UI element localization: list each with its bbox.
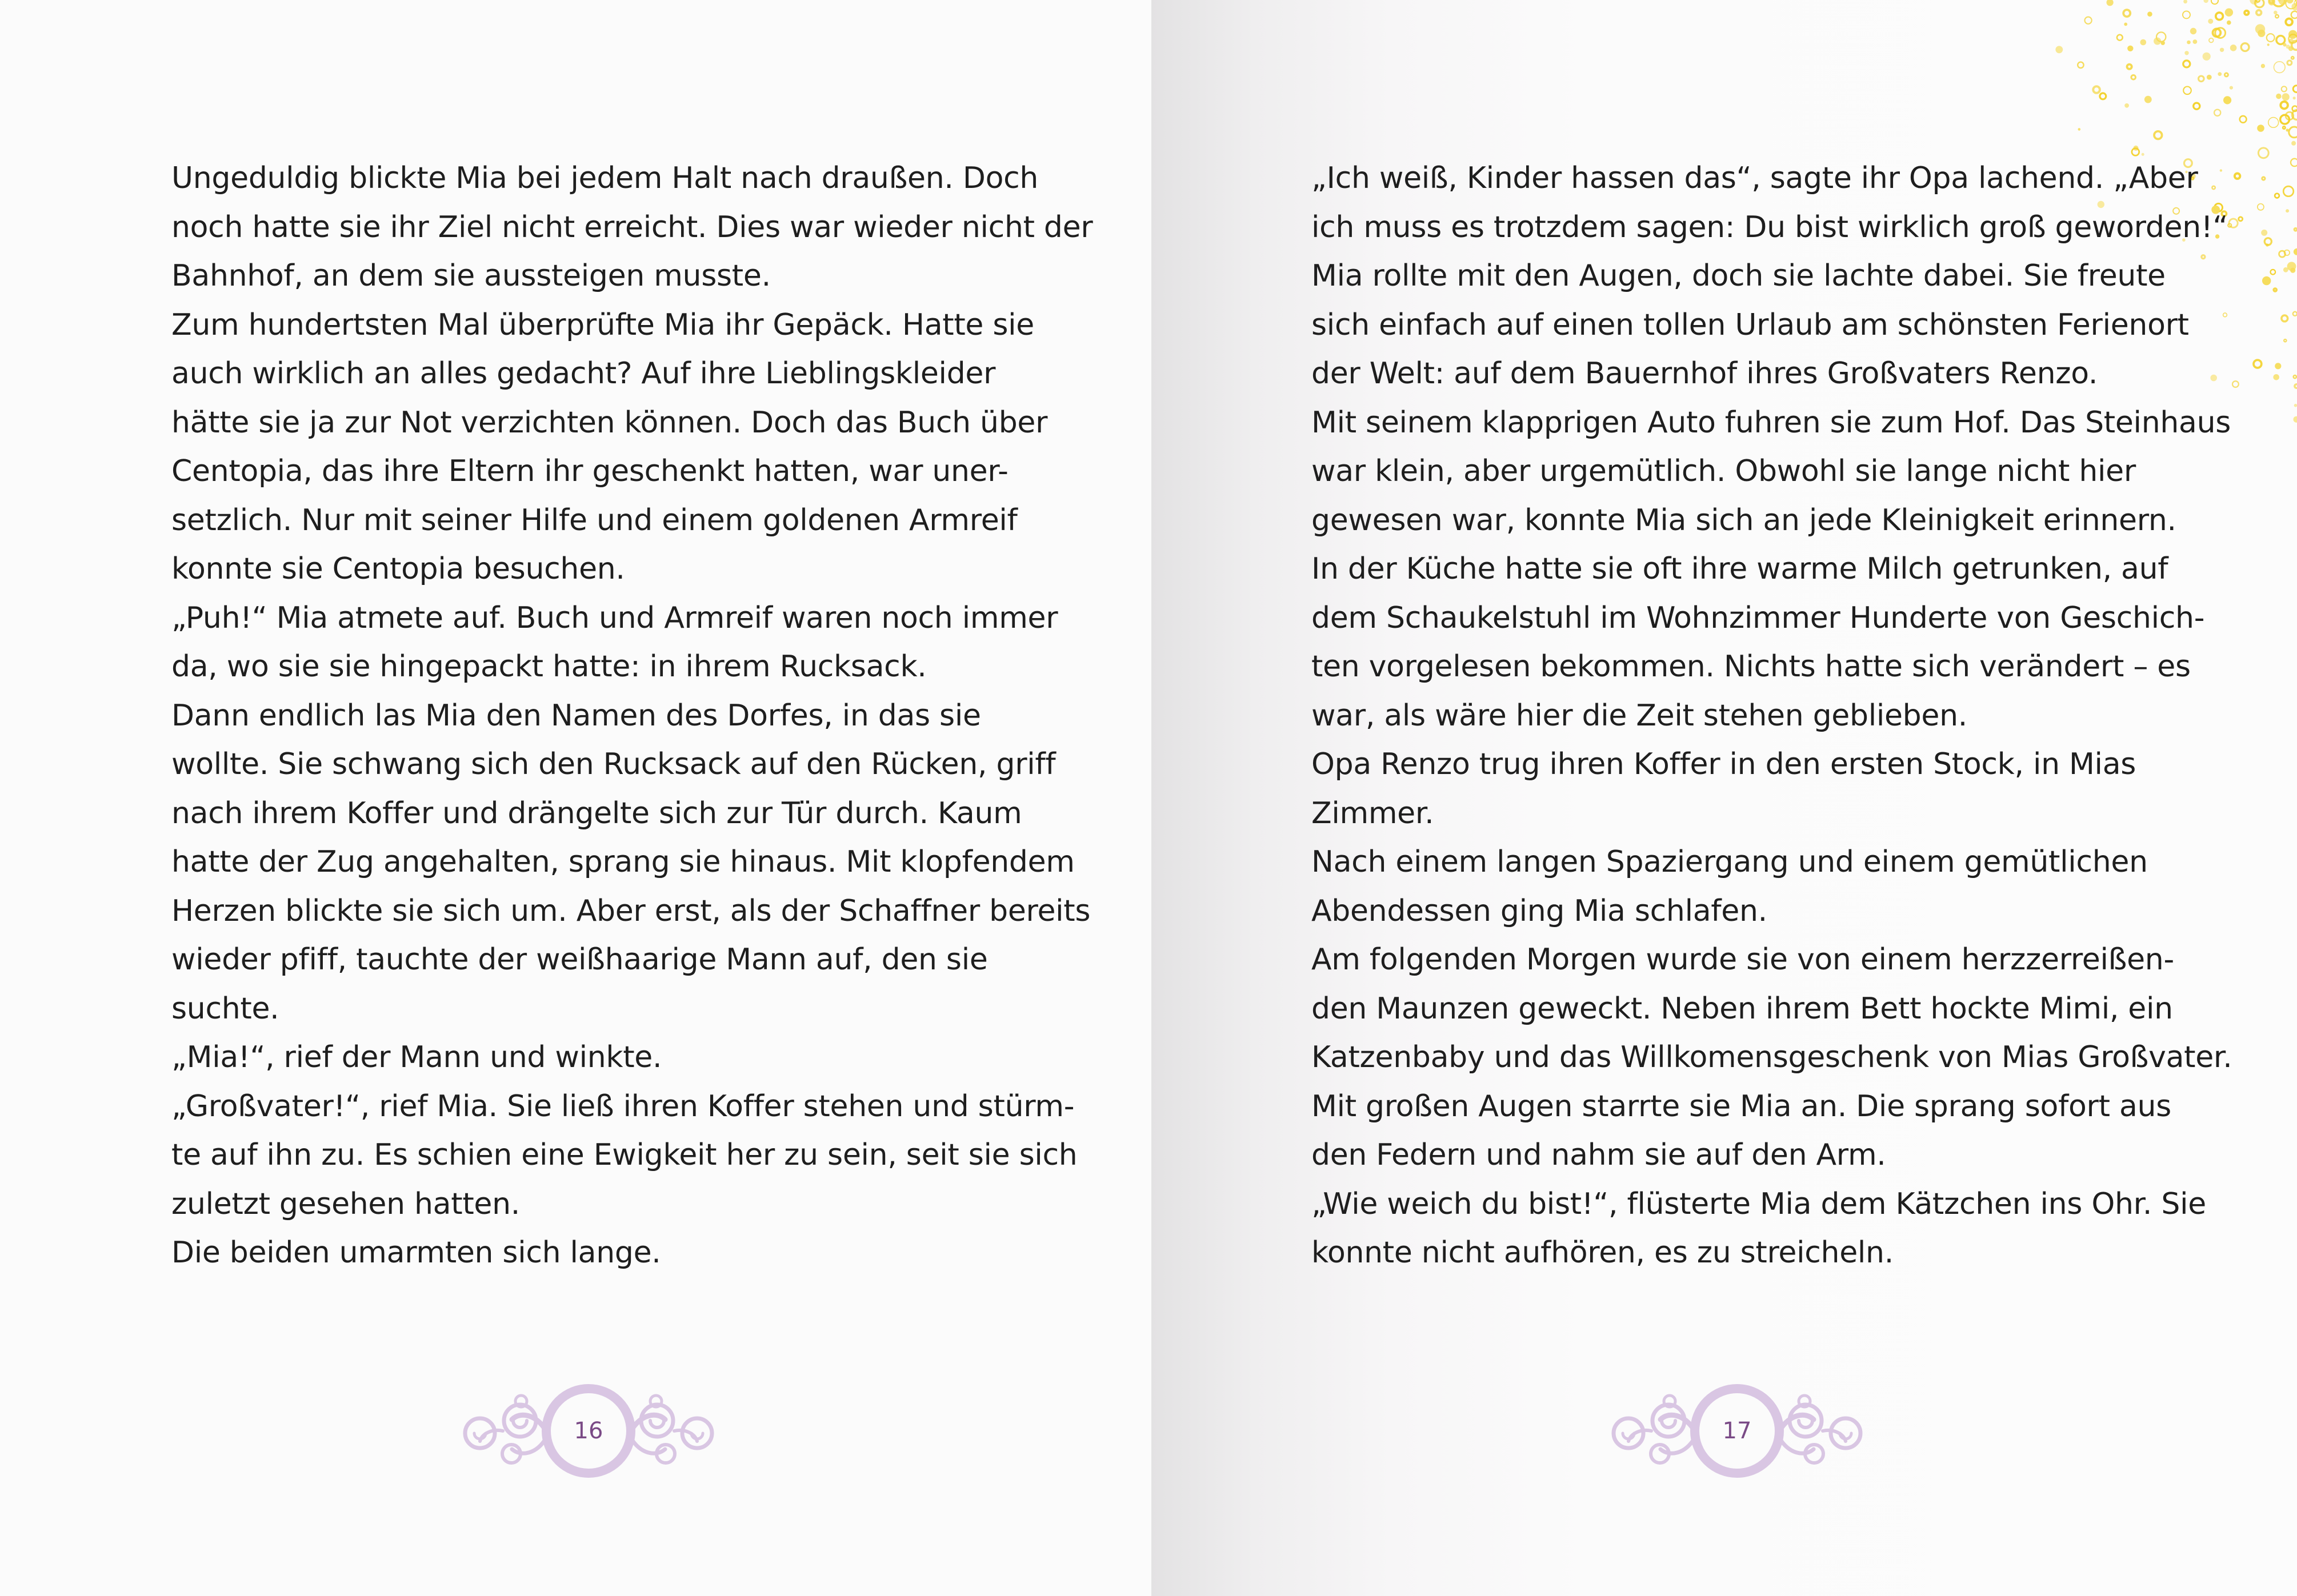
text-line: sich einfach auf einen tollen Urlaub am schönsten Ferienort (1311, 307, 2189, 342)
sparkle-dot (2144, 96, 2152, 103)
sparkle-dot (2286, 19, 2292, 26)
sparkle-dot (2294, 248, 2297, 255)
sparkle-dot (2283, 186, 2294, 197)
sparkle-dot (2286, 209, 2289, 212)
sparkle-dot (2225, 9, 2233, 17)
left-page-body-text (171, 154, 1093, 1278)
sparkle-dot (2282, 93, 2290, 101)
text-line: hätte sie ja zur Not verzichten können. Doch das Buch über (171, 405, 1048, 440)
text-line: zuletzt gesehen hatten. (171, 1186, 520, 1221)
sparkle-dot (2239, 217, 2243, 221)
sparkle-dot (2218, 72, 2222, 76)
sparkle-dot (2199, 76, 2204, 82)
sparkle-dot (2294, 416, 2297, 423)
sparkle-dot (2208, 19, 2213, 24)
text-line: Ungeduldig blickte Mia bei jedem Halt nach draußen. Doch (171, 161, 1039, 195)
sparkle-dot (2254, 360, 2262, 368)
sparkle-dot (2207, 75, 2212, 80)
sparkle-dot (2183, 11, 2190, 18)
sparkle-dot (2276, 36, 2285, 45)
sparkle-dot (2293, 97, 2296, 99)
sparkle-dot (2290, 268, 2295, 273)
sparkle-dot (2267, 43, 2270, 46)
sparkle-dot (2220, 48, 2224, 52)
sparkle-dot (2093, 86, 2100, 93)
text-line: nach ihrem Koffer und drängelte sich zur Tür durch. Kaum (171, 796, 1022, 831)
sparkle-dot (2292, 3, 2297, 10)
text-line: gewesen war, konnte Mia sich an jede Kleinigkeit erinnern. (1311, 503, 2176, 538)
text-line: war, als wäre hier die Zeit stehen geblieben. (1311, 698, 1967, 733)
sparkle-dot (2287, 61, 2292, 65)
sparkle-dot (2261, 64, 2265, 68)
sparkle-dot (2107, 0, 2114, 6)
text-line: ich muss es trotzdem sagen: Du bist wirklich groß geworden!“ (1311, 210, 2228, 244)
sparkle-dot (2214, 110, 2220, 116)
sparkle-dot (2230, 45, 2237, 51)
sparkle-dot (2223, 96, 2231, 104)
sparkle-dot (2294, 228, 2297, 231)
text-line: den Federn und nahm sie auf den Arm. (1311, 1138, 1886, 1172)
sparkle-dot (2154, 38, 2161, 45)
sparkle-dot (2275, 363, 2281, 369)
sparkle-dot (2183, 87, 2191, 95)
sparkle-dot (2276, 94, 2281, 99)
right-page (1151, 0, 2297, 1596)
sparkle-dot (2291, 141, 2296, 146)
text-line: Bahnhof, an dem sie aussteigen musste. (171, 259, 771, 293)
text-line: Am folgenden Morgen wurde sie von einem herzzerreißen- (1311, 943, 2174, 977)
page-number-ornament (457, 1374, 720, 1488)
sparkle-dot (2204, 0, 2208, 3)
sparkle-dot (2078, 62, 2083, 68)
sparkle-dot (2294, 404, 2297, 407)
sparkle-dot (2294, 375, 2296, 378)
sparkle-dot (2244, 11, 2248, 15)
page-number: 17 (1722, 1418, 1752, 1444)
sparkle-dot (2078, 128, 2081, 131)
sparkle-dot (2190, 28, 2196, 34)
sparkle-dot (2258, 148, 2268, 158)
sparkle-dot (2258, 30, 2265, 37)
sparkle-dot (2282, 315, 2288, 322)
sparkle-dot (2224, 73, 2228, 77)
sparkle-dot (2211, 0, 2218, 4)
sparkle-dot (2291, 57, 2294, 59)
text-line: konnte sie Centopia besuchen. (171, 552, 625, 586)
sparkle-dot (2261, 230, 2267, 236)
text-line: da, wo sie sie hingepackt hatte: in ihrem Rucksack. (171, 649, 927, 684)
sparkle-dot (2124, 103, 2129, 108)
text-line: konnte nicht aufhören, es zu streicheln. (1311, 1236, 1894, 1270)
sparkle-dot (2183, 0, 2187, 3)
sparkle-dot (2161, 41, 2165, 45)
sparkle-dot (2274, 62, 2286, 73)
sparkle-dot (2293, 312, 2297, 316)
text-line: Zimmer. (1311, 796, 1434, 831)
text-line: Katzenbaby und das Willkomensgeschenk von Mias Großvater. (1311, 1040, 2232, 1074)
sparkle-dot (2100, 93, 2106, 99)
sparkle-dot (2194, 103, 2200, 109)
text-line: den Maunzen geweckt. Neben ihrem Bett hockte Mimi, ein (1311, 991, 2173, 1026)
text-line: wollte. Sie schwang sich den Rucksack auf den Rücken, griff (171, 747, 1056, 781)
sparkle-dot (2085, 17, 2092, 24)
sparkle-dot (2230, 86, 2233, 90)
sparkle-dot (2267, 34, 2275, 42)
text-line: Nach einem langen Spaziergang und einem gemütlichen (1311, 845, 2148, 879)
sparkle-dot (2127, 46, 2133, 51)
sparkle-dot (2055, 46, 2063, 53)
sparkle-dot (2286, 0, 2293, 3)
sparkle-dot (2183, 61, 2190, 67)
text-line: Opa Renzo trug ihren Koffer in den ersten Stock, in Mias (1311, 747, 2136, 781)
sparkle-dot (2295, 384, 2297, 388)
text-line: „Großvater!“, rief Mia. Sie ließ ihren Koffer stehen und stürm- (171, 1089, 1075, 1124)
sparkle-dot (2187, 41, 2191, 45)
text-line: Dann endlich las Mia den Namen des Dorfes, in das sie (171, 698, 981, 733)
text-line: der Welt: auf dem Bauernhof ihres Großvaters Renzo. (1311, 356, 2098, 391)
sparkle-dot (2291, 159, 2297, 166)
sparkle-dot (2241, 43, 2249, 51)
sparkle-dot (2123, 10, 2130, 17)
text-line: setzlich. Nur mit seiner Hilfe und einem goldenen Armreif (171, 503, 1018, 538)
sparkle-dot (2193, 39, 2198, 44)
page-number: 16 (574, 1418, 603, 1444)
sparkle-dot (2184, 51, 2188, 55)
text-line: Mit seinem klapprigen Auto fuhren sie zum Hof. Das Steinhaus (1311, 405, 2231, 440)
text-line: Abendessen ging Mia schlafen. (1311, 893, 1767, 928)
text-line: In der Küche hatte sie oft ihre warme Milch getrunken, auf (1311, 552, 2168, 586)
sparkle-dot (2274, 288, 2276, 291)
sparkle-dot (2140, 39, 2147, 46)
sparkle-dot (2209, 38, 2214, 43)
sparkle-dot (2258, 204, 2264, 210)
page-number-ornament (1606, 1374, 1868, 1488)
sparkle-dot (2280, 102, 2288, 109)
sparkle-dot (2256, 10, 2262, 15)
text-line: Mia rollte mit den Augen, doch sie lachte dabei. Sie freute (1311, 259, 2166, 293)
sparkle-dot (2275, 15, 2279, 18)
sparkle-dot (2268, 118, 2279, 128)
text-line: wieder pfiff, tauchte der weißhaarige Mann auf, den sie (171, 943, 988, 977)
text-line: Herzen blickte sie sich um. Aber erst, als der Schaffner bereits (171, 893, 1091, 928)
sparkle-dot (2283, 43, 2286, 46)
sparkle-dot (2235, 174, 2240, 179)
sparkle-dot (2154, 131, 2162, 139)
right-page-body-text (1311, 154, 2232, 1278)
sparkle-dot (2284, 339, 2286, 342)
text-line: suchte. (171, 991, 279, 1026)
sparkle-dot (2216, 13, 2223, 20)
sparkle-dot (2283, 126, 2285, 129)
sparkle-dot (2127, 65, 2132, 69)
sparkle-dot (2203, 53, 2211, 61)
sparkle-dot (2124, 23, 2127, 26)
sparkle-dot (2283, 267, 2288, 272)
text-line: Zum hundertsten Mal überprüfte Mia ihr Gepäck. Hatte sie (171, 307, 1034, 342)
sparkle-dot (2117, 35, 2123, 41)
text-line: noch hatte sie ihr Ziel nicht erreicht. Dies war wieder nicht der (171, 210, 1093, 244)
sparkle-dot (2286, 45, 2290, 49)
sparkle-dot (2262, 177, 2265, 180)
text-line: hatte der Zug angehalten, sprang sie hinaus. Mit klopfendem (171, 845, 1075, 879)
text-line: „Wie weich du bist!“, flüsterte Mia dem Kätzchen ins Ohr. Sie (1311, 1186, 2206, 1221)
sparkle-dot (2293, 86, 2297, 93)
sparkle-dot (2282, 86, 2287, 91)
text-line: war klein, aber urgemütlich. Obwohl sie lange nicht hier (1311, 454, 2136, 488)
sparkle-dot (2240, 116, 2247, 123)
sparkle-dot (2273, 374, 2279, 380)
sparkle-dot (2274, 11, 2278, 15)
text-line: „Puh!“ Mia atmete auf. Buch und Armreif waren noch immer (171, 600, 1058, 635)
sparkle-dot (2262, 276, 2271, 285)
text-line: Centopia, das ihre Eltern ihr geschenkt hatten, war uner- (171, 454, 1009, 488)
text-line: auch wirklich an alles gedacht? Auf ihre Lieblingskleider (171, 356, 996, 391)
sparkle-dot (2275, 194, 2279, 198)
sparkle-dot (2286, 129, 2289, 131)
text-line: te auf ihn zu. Es schien eine Ewigkeit her zu sein, seit sie sich (171, 1138, 1078, 1172)
sparkle-dot (2227, 21, 2231, 25)
sparkle-dot (2271, 270, 2276, 275)
text-line: dem Schaukelstuhl im Wohnzimmer Hunderte von Geschich- (1311, 600, 2205, 635)
text-line: Die beiden umarmten sich lange. (171, 1236, 661, 1270)
text-line: ten vorgelesen bekommen. Nichts hatte sich verändert – es (1311, 649, 2191, 684)
text-line: „Ich weiß, Kinder hassen das“, sagte ihr Opa lachend. „Aber (1311, 161, 2198, 195)
sparkle-dot (2289, 127, 2297, 138)
sparkle-dot (2257, 125, 2264, 132)
sparkle-dot (2232, 381, 2239, 387)
sparkle-dot (2147, 11, 2152, 17)
sparkle-dot (2131, 75, 2136, 80)
text-line: „Mia!“, rief der Mann und winkte. (171, 1040, 662, 1074)
sparkle-dot (2291, 11, 2297, 18)
text-line: Mit großen Augen starrte sie Mia an. Die sprang sofort aus (1311, 1089, 2171, 1124)
